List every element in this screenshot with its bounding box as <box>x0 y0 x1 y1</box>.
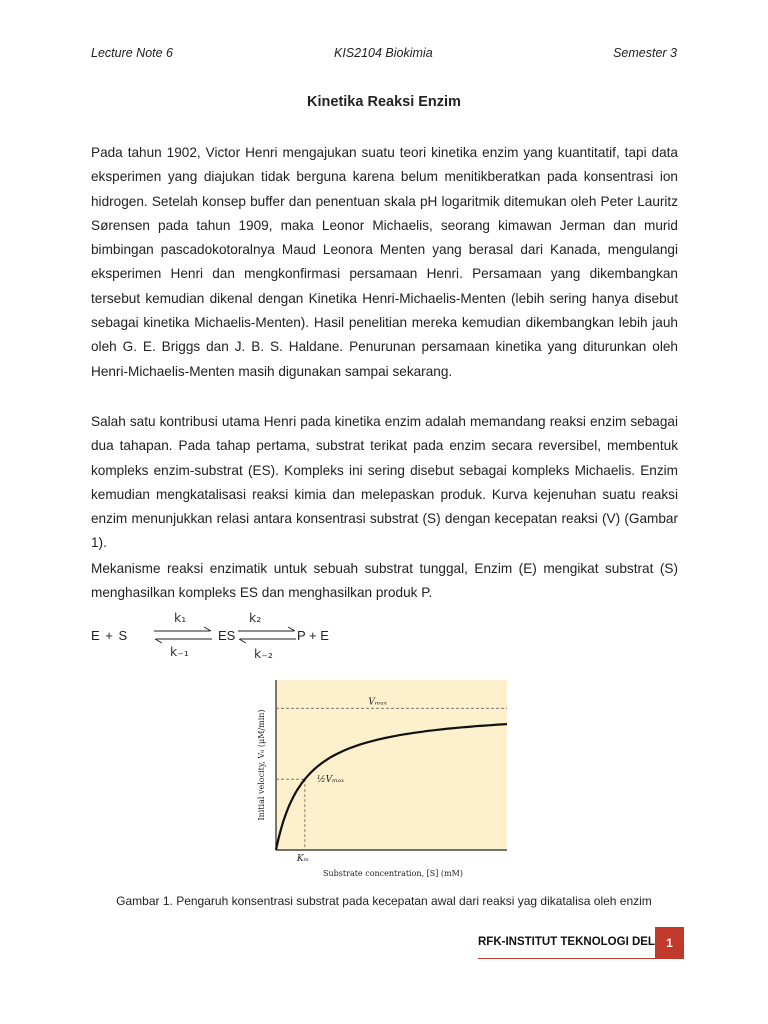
reaction-intermediate: ES <box>218 628 236 643</box>
rate-constant-k-minus1: k₋₁ <box>170 644 189 659</box>
reaction-reactants: E + S <box>91 628 128 643</box>
rate-constant-k1: k₁ <box>174 610 187 625</box>
reaction-equation <box>0 606 768 666</box>
half-vmax-label: ½Vₘₐₓ <box>316 775 345 786</box>
header-course: KIS2104 Biokimia <box>334 46 433 60</box>
paragraph-mechanism: Mekanisme reaksi enzimatik untuk sebuah substrat tunggal, Enzim (E) mengikat substrat (S) menghasilkan kompleks ES dan menghasilkan produk P. <box>91 561 678 601</box>
reversible-arrow-2 <box>236 624 298 646</box>
y-axis-label: Initial velocity, V₀ (μM/min) <box>257 709 266 821</box>
plot-area <box>276 680 507 850</box>
footer-institution: RFK-INSTITUT TEKNOLOGI DEL <box>478 936 655 948</box>
page-number: 1 <box>655 927 684 959</box>
rate-constant-k-minus2: k₋₂ <box>254 646 273 661</box>
paragraph-history: Pada tahun 1902, Victor Henri mengajukan suatu teori kinetika enzim yang kuantitatif, tapi data eksperimen yang diajukan tidak berguna karena belum menitikberatkan pada konsentrasi ion hidrogen. Setelah konsep buffer dan penentuan skala pH logaritmik ditemukan oleh Peter Lauritz Sørensen pada tahun 1909, maka Leonor Michaelis, seorang kimawan Jerman dan murid bimbingan pascadokotoralnya Maud Leonora Menten yang berasal dari Kanada, mengulangi eksperimen Henri dan mengkonfirmasi persamaan Henri. Persamaan yang dikembangkan tersebut kemudian dikenal dengan Kinetika Henri-Michaelis-Menten (lebih sering hanya disebut sebagai kinetika Michaelis-Menten). Hasil penelitian mereka kemudian dikembangkan lebih jauh oleh G. E. Briggs dan J. B. S. Haldane. Penurunan persamaan kinetika yang diturunkan oleh Henri-Michaelis-Menten masih digunakan sampai sekarang. <box>91 145 678 379</box>
vmax-label: Vₘₐₓ <box>368 697 387 708</box>
km-label: Kₘ <box>296 854 310 864</box>
x-axis-label: Substrate concentration, [S] (mM) <box>323 869 463 878</box>
header-semester: Semester 3 <box>613 46 677 60</box>
michaelis-menten-figure <box>253 674 513 886</box>
paragraph-henri-contribution: Salah satu kontribusi utama Henri pada kinetika enzim adalah memandang reaksi enzim sebagai dua tahapan. Pada tahap pertama, substrat terikat pada enzim secara reversibel, membentuk kompleks enzim-substrat (ES). Kompleks ini sering disebut sebagai kompleks Michaelis. Enzim kemudian mengkatalisasi reaksi kimia dan melepaskan produk. Kurva kejenuhan suatu reaksi enzim menunjukkan relasi antara konsentrasi substrat (S) dengan kecepatan reaksi (V) (Gambar 1). <box>91 414 678 551</box>
footer-rule <box>478 958 655 959</box>
reversible-arrow-1 <box>152 624 214 646</box>
reaction-products: P + E <box>297 628 329 643</box>
rate-constant-k2: k₂ <box>249 610 262 625</box>
figure-caption: Gambar 1. Pengaruh konsentrasi substrat pada kecepatan awal dari reaksi yag dikatalisa oleh enzim <box>116 894 652 908</box>
page-title: Kinetika Reaksi Enzim <box>307 94 461 110</box>
michaelis-menten-chart <box>253 674 513 886</box>
header-lecture-note: Lecture Note 6 <box>91 46 173 60</box>
